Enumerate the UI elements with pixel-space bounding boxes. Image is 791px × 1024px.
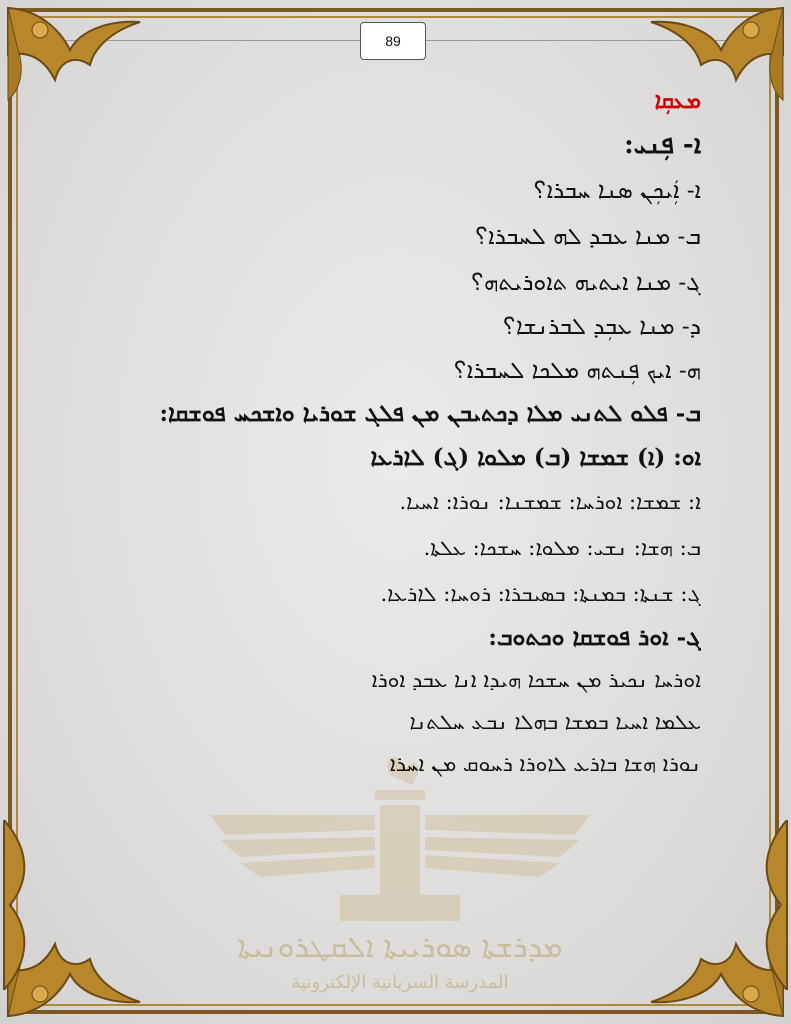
watermark-arabic-text: المدرسة السريانية الإلكترونية [291,972,509,993]
poem-line-2: ܥܠܡܐ ܐܚܝܐ ܒܡܫܐ ܒܗܠܐ ܢܒܥ ܚܠܬܢܐ [409,710,701,734]
corner-ornament-top-left [0,0,150,110]
watermark-syriac-text: ܡܕܪܫܬܐ ܣܘܪܝܝܬܐ ܐܠܩܛܪܘܢܝܬܐ [237,930,563,965]
exercise-row-2: ܒ: ܗܫܐ: ܢܫܝ: ܡܠܘܐ: ܚܫܟܐ: ܥܠܬܐ. [423,536,701,560]
page-number: 89 [360,22,426,60]
poem-line-3: ܢܘܪܐ ܗܫܐ ܒܐܪܥ ܠܐܘܪܐ ܪܚܘܩ ܡܢ ܐܚܪܐ [389,752,701,776]
question-line-5: ܕ- ܡܢܐ ܥܒܼܕ ܠܒܪܢܫܐ؟ [503,314,701,340]
side-ornament-right [755,820,791,990]
question-line-2: ܐ- ܐܲܝܟܼܢ ܣܢܐ ܚܒܪܐ؟ [533,178,701,204]
side-ornament-left [0,820,36,990]
question-line-3: ܒ- ܡܢܐ ܥܒܕ ܠܗ ܠܚܒܪܐ؟ [475,224,701,250]
question-line-6: ܗ- ܐܝܟ ܦܼܢܬܗ ܡܠܟܐ ܠܚܒܪܐ؟ [453,358,701,384]
poem-line-1: ܐܘܪܚܐ ܢܟܝܪ ܡܢ ܚܫܟܐ ܗܝܕܐ ܐܢܐ ܥܒܕ ܐܘܪܐ [371,668,701,692]
exercise-row-3: ܓ: ܫܢܬܐ: ܒܡܢܬܐ: ܒܣܝܒܪܐ: ܪܘܚܐ: ܠܐܪܥܐ. [380,582,701,606]
question-line-4: ܓ- ܡܢܐ ܐܝܬܝܗ ܬܐܘܪܝܬܗ؟ [471,270,701,296]
exercise-key: ܐܘ: (ܐ) ܫܡܫܐ (ܒ) ܡܠܘܐ (ܓ) ܠܐܪܥܐ [370,444,701,471]
exercise-row-1: ܐ: ܫܡܫܐ: ܐܘܪܚܐ: ܫܡܫܢܐ: ܢܘܪܐ: ܐܚܝܐ. [399,490,701,514]
poem-instruction: ܓ- ܐܘܪ ܦܘܫܩܐ ܘܟܬܘܒ: [488,624,701,651]
exercise-instruction: ܒ- ܦܠܘ ܠܬܢܝ ܡܠܐ ܕܟܬܝܒܢ ܡܢ ܦܠܓ ܫܘܪܝܐ ܘܐܫܟܚ ܦܘܫܩܐ: [159,400,701,427]
section-heading: ܡܥܩܼܐ [654,88,701,114]
question-line-1: ܐ- ܦܼܢܝ: [624,130,701,160]
